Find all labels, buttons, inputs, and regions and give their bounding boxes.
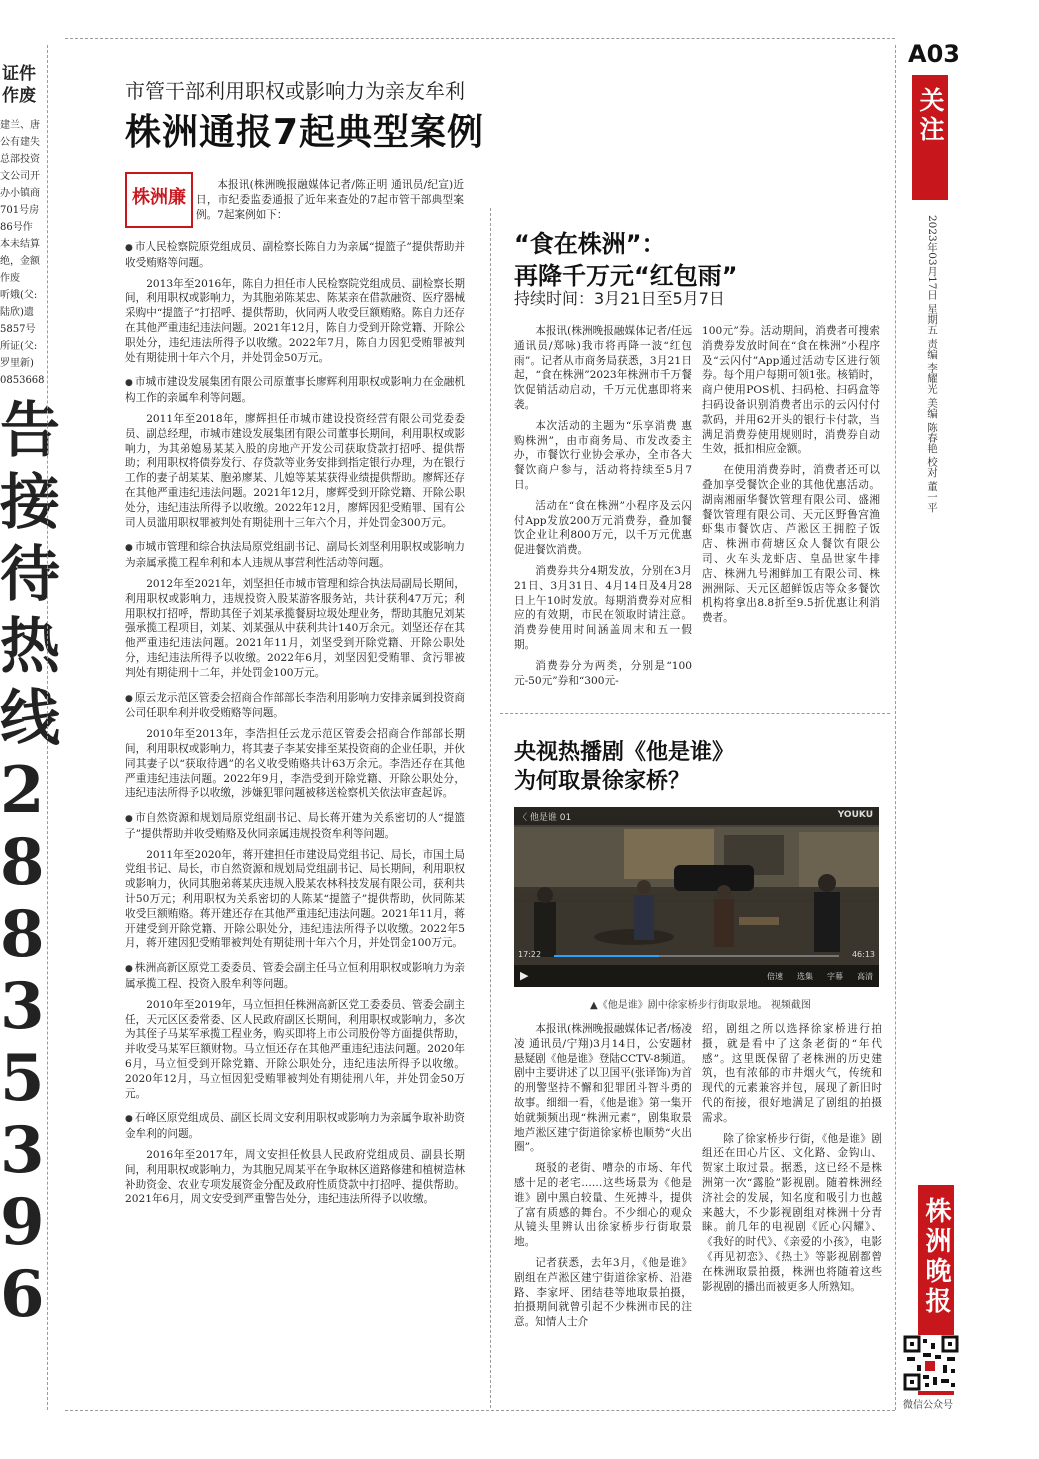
strip-line: 作废 [0,273,20,284]
strip-header: 证件 作废 [2,64,36,106]
hotline-char: 热 [0,612,60,682]
article2-col1 [514,324,692,694]
strip-line: 总部投资 [0,154,40,165]
article2-paragraph: 100元”券。活动期间，消费者可搜索消费券发放时间在“食在株洲”小程序及“云闪付”App通过活动专区进行领券。每个用户每期可领1张。核销时，商户使用POS机、扫码枪、扫码盒等扫码设备识别消费者出示的云闪付付款码，并用62开头的银行卡付款，当满足消费券使用规则时，消费券自动生效，抵扣相应金额。 [702,325,880,456]
article3-paragraph: 斑驳的老街、嘈杂的市场、年代感十足的老宅……这些场景为《他是谁》剧中黑白较量、生死搏斗，提供了富有质感的舞台。不少细心的观众从镜头里辨认出徐家桥步行街取景地。 [514,1162,692,1249]
article2-paragraph: 本报讯(株洲晚报融媒体记者/任远 通讯员/郑咏)我市将再降一波“红包雨”。记者从市商务局获悉，3月21日起，“食在株洲”2023年株洲市千万餐饮促销活动启动，千万元优惠即将来袭。 [514,325,692,411]
article2-paragraph: 在使用消费券时，消费者还可以叠加享受餐饮企业的其他优惠活动。湖南湘丽华餐饮管理有限公司、盛湘餐饮管理有限公司、天元区野鲁宫渔虾集市餐饮店、芦淞区王拥腔子饭店、株洲市荷塘区众人餐饮有限公司、火车头龙虾店、皇品世家牛排店、株洲九号湘鲜加工有限公司、株洲洲际、天元区超鲜饭店等众多餐饮机构将拿出8.8折至9.5折优惠让利消费者。 [702,464,880,625]
article2-headline-line2: 再降千万元“红包雨” [514,262,738,290]
top-rule [65,38,895,39]
article3-headline-line1: 央视热播剧《他是谁》 [514,740,735,765]
case-body: 2013年至2016年，陈自力担任市人民检察院党组成员、副检察长期间，利用职权或影响力，为其胞弟陈某忠、陈某亲在借款融资、医疗器械采购中“提篮子”打招呼、提供帮助，伙同两人收受巨额贿赂。陈自力还存在其他严重违纪违法问题。2021年12月，陈自力受到开除党籍、开除公职处分，违纪违法所得予以收缴。2022年7月，陈自力因犯受贿罪被判处有期徒刑十年六个月，并处罚金50万元。 [125,277,465,364]
strip-line: 公有建失 [0,137,40,148]
case-lead-text: 原云龙示范区管委会招商合作部部长李浩利用影响力安排亲属到投资商公司任职牟利并收受贿赂等问题。 [125,691,466,720]
video-control-button[interactable]: 选集 [797,972,813,981]
section-tab [912,75,948,200]
article1-kicker: 市管干部利用职权或影响力为亲友牟利 [125,79,465,103]
strip-line: 绝，金额 [0,256,40,267]
hotline-digit: 6 [0,1257,45,1332]
strip-line: 罗里新) [0,358,34,369]
qr-code [903,1335,959,1391]
case-lead-text: 市自然资源和规划局原党组副书记、局长蒋开建为关系密切的人“提篮子”提供帮助并收受贿赂及伙同亲属违规投资牟利等问题。 [125,812,465,840]
video-still [514,807,879,987]
bullet-icon [125,692,135,704]
qr-caption: 微信公众号 [903,1400,953,1411]
video-top-bar [514,807,879,825]
strip-line: 5857号 [0,324,36,335]
bullet-icon [125,962,135,974]
case-lead-line [125,811,465,842]
case-lead-line [125,375,465,406]
article2-col2 [702,324,880,632]
strip-line: 0853668 [0,375,45,386]
case-lead-line [125,240,465,271]
article3-paragraph: 本报讯(株洲晚报融媒体记者/杨凌凌 通讯员/宁翔)3月14日，公安题材悬疑剧《他是谁》登陆CCTV-8频道。剧中主要讲述了以卫国平(张译饰)为首的刑警坚持不懈和犯罪团斗智斗勇的故事。细细一看，《他是谁》第一集开始就频频出现“株洲元素”，剧集取景地芦淞区建宁街道徐家桥也顺势“火出圈”。 [514,1023,692,1154]
article1-intro: 本报讯(株洲晚报融媒体记者/陈正明 通讯员/纪宣)近日，市纪委监委通报了近年来查处的7起市管干部典型案例。7起案例如下： [196,179,464,221]
case-lead-text: 株洲高新区原党工委委员、管委会副主任马立恒利用职权或影响力为亲属承揽工程、投资入股牟利等问题。 [125,962,466,991]
hotline-char: 待 [0,540,60,610]
strip-notices [0,117,45,389]
case-body: 2011年至2018年，廖辉担任市城市建设投资经营有限公司党委委员、副总经理，市城市建设发展集团有限公司董事长期间，利用职权或影响力，为其弟媳易某某入股的房地产开发公司获取贷款打招呼、提供帮助；利用职权将债券发行、存贷款等业务安排到指定银行办理，为在银行工作的妻子胡某某、胞弟廖某、儿媳等某某获得业绩提供帮助。廖辉还存在其他严重违纪违法问题。2021年12月，廖辉受到开除党籍、开除公职处分，违纪违法所得予以收缴。2022年12月，廖辉因犯受贿罪、国有公司人员滥用职权罪被判处有期徒刑十三年六个月，并处罚金300万元。 [125,412,465,529]
case-lead-line [125,691,465,722]
article-divider [500,713,890,714]
col-divider-right [895,45,896,1410]
hotline-digit: 5 [0,1041,45,1116]
case-body: 2010年至2019年，马立恒担任株洲高新区党工委委员、管委会副主任，天元区区委常委、区人民政府副区长期间，利用职权或影响力，多次为其侄子马某军承揽工程业务，购买即将上市公司股份等方面提供帮助，并收受马某军巨额财物。马立恒还存在其他严重违纪违法问题。2020年6月，马立恒受到开除党籍、开除公职处分，违纪违法所得予以收缴。2020年12月，马立恒因犯受贿罪被判处有期徒刑八年，并处罚金50万元。 [125,998,465,1100]
strip-line: 文公司开 [0,171,40,182]
video-back-title[interactable]: 〈 他是谁 01 [518,813,572,823]
case-body: 2010年至2013年，李浩担任云龙示范区管委会招商合作部部长期间，利用职权或影响力，将其妻子李某安排至某投资商的企业任职，并伙同其妻子以“获取待遇”的名义收受贿赂共计63万余元。李浩还存在其他严重违纪违法问题。2022年9月，李浩受到开除党籍、开除公职处分，违纪违法所得予以收缴，涉嫌犯罪问题被移送检察机关依法审查起诉。 [125,728,465,800]
video-control-button[interactable]: 高清 [857,972,873,981]
article3-col2 [702,1022,882,1300]
case-lead-text: 市城市管理和综合执法局原党组副书记、副局长刘坚利用职权或影响力为亲属承揽工程牟利和本人违规从事营利性活动等问题。 [125,541,466,570]
col-divider-mid [490,208,491,1408]
article2-headline-line1: “食在株洲”： [514,230,666,258]
dateline: 2023年03月17日 星期五 责编 李耀光 美编 陈春艳 校对 董一平 [926,215,938,513]
strip-line: 建兰、唐 [0,120,40,131]
strip-line: 所证(父: [0,341,38,352]
hotline-digit: 9 [0,1185,45,1260]
article2-paragraph: 本次活动的主题为“乐享消费 惠购株洲”，由市商务局、市发改委主办，市餐饮行业协会承办，全市各大餐饮商户参与，活动将持续至5月7日。 [514,419,692,491]
article2-paragraph: 消费券分为两类，分别是“100元-50元”券和“300元- [514,659,692,687]
bullet-icon [125,812,135,824]
article3-paragraph: 记者获悉，去年3月，《他是谁》剧组在芦淞区建宁街道徐家桥、沿港路、李家坪、团结巷等地取景拍摄，拍摄期间就曾引起不少株洲市民的注意。知情人士介 [514,1256,692,1329]
case-lead-line [125,961,465,992]
section-label: 关注 [916,87,945,145]
left-strip [0,45,60,1410]
video-time-current: 17:22 [518,950,542,959]
article3-paragraph: 除了徐家桥步行街，《他是谁》剧组还在田心片区、文化路、金钩山、贺家土取过景。据悉，这已经不是株洲第一次“露脸”影视剧。随着株洲经济社会的发展，知名度和吸引力也越来越大，不少影视剧组对株洲十分青睐。前几年的电视剧《匠心闪耀》、《我好的时代》、《亲爱的小孩》，电影《再见初恋》、《热土》等影视剧都曾在株洲取景拍摄，株洲也将随着这些影视剧的播出而被更多人所熟知。 [702,1132,882,1293]
case-lead-line [125,1111,465,1142]
video-watermark: YOUKU [837,810,873,820]
video-control-button[interactable]: 倍速 [767,972,783,981]
video-progress-bar[interactable] [554,955,839,957]
bullet-icon [125,376,135,388]
video-caption: ▲《他是谁》剧中徐家桥步行街取景地。 视频截图 [590,1000,811,1011]
case-lead-text: 石峰区原党组成员、副区长周文安利用职权或影响力为亲属争取补助资金牟利的问题。 [125,1112,466,1141]
page-number: A03 [908,40,960,68]
hotline-char: 线 [0,684,60,754]
hotline-digit: 2 [0,753,45,828]
video-progress-fill [554,955,659,957]
case-body: 2016年至2017年，周文安担任攸县人民政府党组成员、副县长期间，利用职权或影响力，为其胞兄周某平在争取林区道路修建和植树造林补助资金、农业专项发展资金分配及政府性质贷款中打招呼、提供帮助。2021年6月，周文安受到严重警告处分，违纪违法所得予以收缴。 [125,1149,465,1206]
article2-paragraph: 消费券共分4期发放，分别在3月21日、3月31日、4月14日及4月28日上午10时发放。每期消费券对应相应的有效期，市民在领取时请注意。消费券使用时间涵盖周末和五一假期。 [514,564,692,651]
video-bottom-bar [514,965,879,987]
hotline-char: 接 [0,468,60,538]
hotline-digit: 8 [0,825,45,900]
case-body: 2011年至2020年，蒋开建担任市建设局党组书记、局长，市国土局党组书记、局长，市自然资源和规划局党组副书记、局长期间，利用职权或影响力，伙同其胞弟蒋某庆违规入股某农林科技发展有限公司，获利共计50万元；利用职权为关系密切的人陈某“提篮子”提供帮助，伙同陈某收受巨额贿赂。蒋开建还存在其他严重违纪违法问题。2021年11月，蒋开建受到开除党籍、开除公职处分，违纪违法所得予以收缴。2022年5月，蒋开建因犯受贿罪被判处有期徒刑十年六个月，并处罚金100万元。 [125,848,465,950]
video-time-total: 46:13 [851,950,875,959]
hotline-digit: 3 [0,969,45,1044]
article1-body [125,240,465,1213]
strip-line: 本未结算 [0,239,40,250]
hotline-digit: 8 [0,897,45,972]
hotline-char: 告 [0,396,60,466]
article2-subhead: 持续时间：3月21日至5月7日 [514,289,725,308]
article1-headline: 株洲通报7起典型案例 [125,112,485,153]
bullet-icon [125,541,135,553]
strip-line: 701号房 [0,205,40,216]
article3-headline-line2: 为何取景徐家桥？ [514,769,691,794]
strip-line: 86号作 [0,222,33,233]
article1-stamp: 株洲廉 [125,172,193,228]
case-lead-text: 市城市建设发展集团有限公司原董事长廖辉利用职权或影响力在金融机构工作的亲属牟利等问题。 [125,376,466,405]
article2-paragraph: 活动在“食在株洲”小程序及云闪付App发放200万元消费券，叠加餐饮企业让利800万元，以千万元优惠促进餐饮消费。 [514,499,692,557]
bullet-icon [125,241,135,253]
play-icon[interactable]: ▶ [520,969,529,982]
video-control-button[interactable]: 字幕 [827,972,843,981]
col-divider-left [47,45,48,1410]
case-lead-text: 市人民检察院原党组成员、副检察长陈自力为亲属“提篮子”提供帮助并收受贿赂等问题。 [125,241,465,269]
brand-name: 株洲晚报 [921,1197,951,1317]
article3-col1 [514,1022,692,1336]
hotline-digit: 3 [0,1113,45,1188]
strip-line: 办小镇商 [0,188,40,199]
case-body: 2012年至2021年，刘坚担任市城市管理和综合执法局副局长期间，利用职权或影响力，违规投资入股某游客服务站，共计获利47万元；利用职权打招呼，帮助其侄子刘某承揽餐厨垃圾处理业务，帮助其胞兄刘某强承揽工程项目，刘某、刘某强从中获利共计140万余元。刘坚还存在其他严重违纪违法问题。2021年11月，刘坚受到开除党籍、开除公职处分，违纪违法所得予以收缴。2022年6月，刘坚因犯受贿罪、贪污罪被判处有期徒刑十二年，并处罚金100万元。 [125,577,465,679]
scene-illustration [514,807,879,987]
hotline-big-chars [0,395,60,1332]
article3-paragraph: 绍，剧组之所以选择徐家桥进行拍摄，就是看中了这条老街的“年代感”。这里既保留了老株洲的历史建筑，也有浓郁的市井烟火气，传统和现代的元素兼容并包，展现了新旧时代的衔接，很好地满足了剧组的拍摄需求。 [702,1023,882,1124]
strip-line: 陆欣)遗 [0,307,34,318]
bottom-rule [65,1410,895,1411]
strip-line: 听娥(父: [0,290,38,301]
case-lead-line [125,540,465,571]
bullet-icon [125,1112,135,1124]
